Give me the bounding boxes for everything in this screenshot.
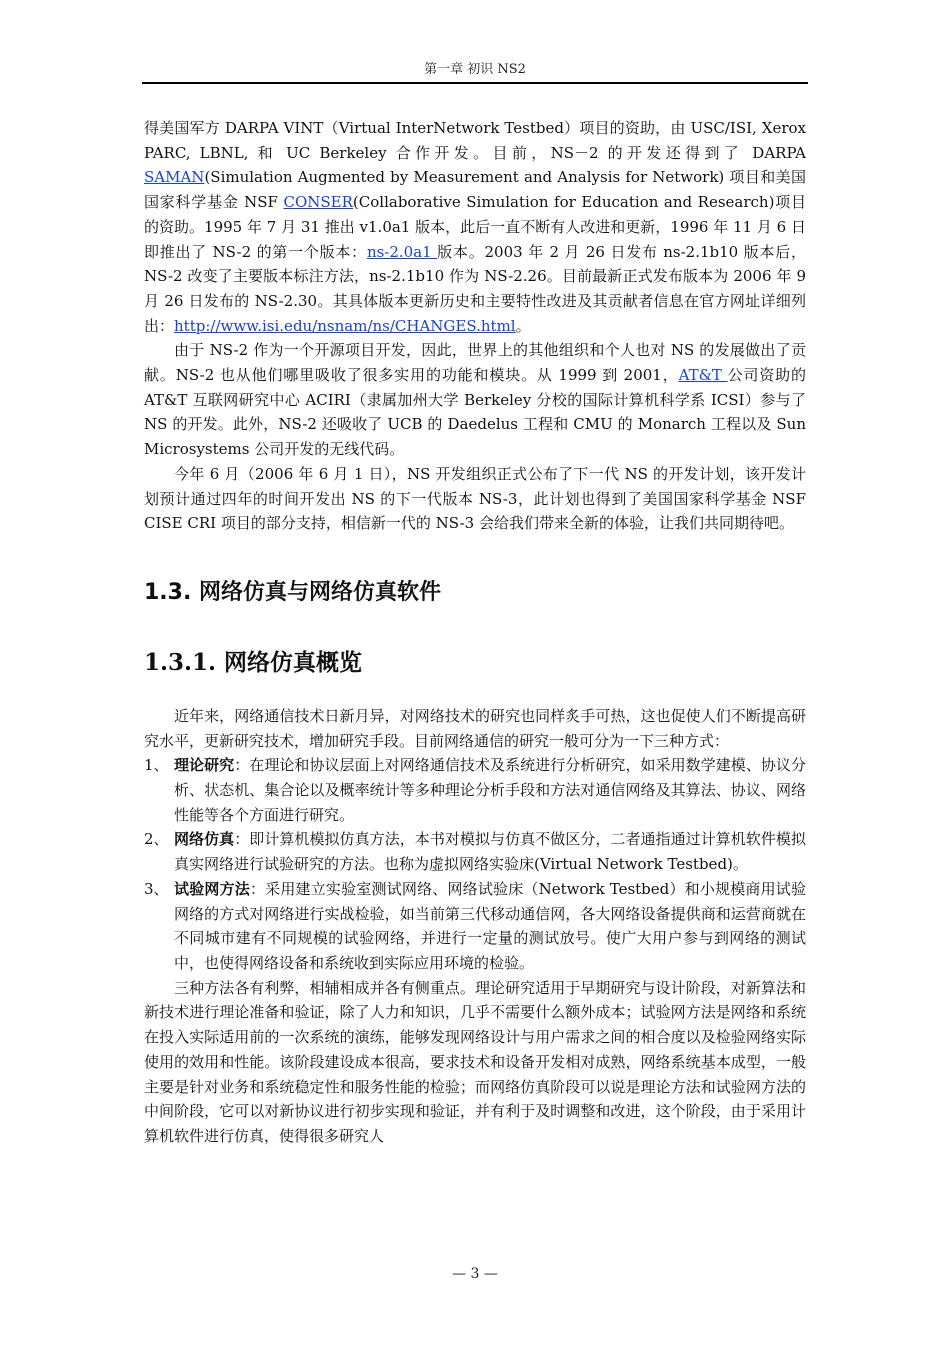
- paragraph-comparison: 三种方法各有利弊，相辅相成并各有侧重点。理论研究适用于早期研究与设计阶段，对新算法和新技术进行理论准备和验证，除了人力和知识，几乎不需要什么额外成本；试验网方法是网络和系统在投入实际适用前的一次系统的演练，能够发现网络设计与用户需求之间的相合度以及检验网络实际使用的效用和性能。该阶段建设成本很高，要求技术和设备开发相对成熟，网络系统基本成型，一般主要是针对业务和系统稳定性和服务性能的检验；而网络仿真阶段可以说是理论方法和试验网方法的中间阶段，它可以对新协议进行初步实现和验证，并有利于及时调整和改进，这个阶段，由于采用计算机软件进行仿真，使得很多研究人: [144, 978, 806, 1145]
- link-changes[interactable]: http://www.isi.edu/nsnam/ns/CHANGES.html: [174, 316, 516, 335]
- section-heading: 1.3. 网络仿真与网络仿真软件: [144, 579, 441, 605]
- text-run: 由于 NS-2 作为一个开源项目开发，因此，世界上的其他组织和个人也对 NS 的发展做出了贡献。NS-2 也从他们哪里吸收了很多实用的功能和模块。从 1999 到 2001，: [144, 341, 806, 385]
- text-run: 公司资助的 AT&T 互联网研究中心 ACIRI（隶属加州大学 Berkeley 分校的国际计算机科学系 ICSI）参与了 NS 的开发。此外，NS-2 还吸收了 UCB 的 Daedelus 工程和 CMU 的 Monarch 工程以及 Sun Microsystems 公司开发的无线代码。: [144, 366, 806, 459]
- paragraph-ns3-plan: 今年 6 月（2006 年 6 月 1 日），NS 开发组织正式公布了下一代 NS 的开发计划，该开发计划预计通过四年的时间开发出 NS 的下一代版本 NS-3，此计划也得到了美国国家科学基金 NSF CISE CRI 项目的部分支持，相信新一代的 NS-3 会给我们带来全新的体验，让我们共同期待吧。: [144, 464, 806, 533]
- text-run: (Collaborative Simulation for Education and Research)项目的资助。1995 年 7 月 31 推出 v1.0a1 版本，此后一直不断有人改进和更新，1996 年 11 月 6 日即推出了 NS-2 的第一个版本：: [144, 193, 806, 261]
- page-number: — 3 —: [452, 1266, 498, 1282]
- list-term: 试验网方法: [174, 879, 250, 898]
- link-saman[interactable]: SAMAN: [144, 168, 205, 187]
- page-header: [142, 58, 808, 84]
- link-att[interactable]: AT&T: [678, 366, 728, 385]
- subsection-heading: 1.3.1. 网络仿真概览: [144, 648, 363, 676]
- list-term: 网络仿真: [174, 830, 235, 849]
- page-content: [144, 116, 806, 1149]
- list-term: 理论研究: [174, 756, 235, 775]
- list-text: 即计算机模拟仿真方法，本书对模拟与仿真不做区分，二者通指通过计算机软件模拟真实网络进行试验研究的方法。也称为虚拟网络实验床(Virtual Network Testbed)。: [174, 830, 806, 874]
- list-separator: ：: [249, 879, 266, 898]
- list-text: 采用建立实验室测试网络、网络试验床（Network Testbed）和小规模商用试验网络的方式对网络进行实战检验，如当前第三代移动通信网，各大网络设备提供商和运营商就在不同城市建有不同规模的试验网络，并进行一定量的测试放号。使广大用户参与到网络的测试中，也使得网络设备和系统收到实际应用环境的检验。: [174, 879, 806, 972]
- header-title: 第一章 初识 NS2: [424, 62, 526, 77]
- list-number: 2、: [144, 830, 169, 849]
- link-conser[interactable]: CONSER: [283, 193, 353, 212]
- list-separator: ：: [234, 756, 250, 775]
- link-ns-2-0a1[interactable]: ns-2.0a1: [366, 242, 438, 261]
- list-item-theory: [144, 753, 806, 827]
- text-run: 版本。2003 年 2 月 26 日发布 ns-2.1b10 版本后，NS-2 改变了主要版本标注方法，ns-2.1b10 作为 NS-2.26。目前最新正式发布版本为 2006 年 9 月 26 日发布的 NS-2.30。其具体版本更新历史和主要特性改进及其贡献者信息在官方网址详细列出：: [144, 242, 806, 335]
- paragraph-history: [144, 116, 806, 338]
- text-run: 。: [515, 316, 531, 335]
- list-number: 3、: [144, 879, 169, 898]
- list-separator: ：: [234, 830, 250, 849]
- list-text: 在理论和协议层面上对网络通信技术及系统进行分析研究，如采用数学建模、协议分析、状态机、集合论以及概率统计等多种理论分析手段和方法对通信网络及其算法、协议、网络性能等各个方面进行研究。: [174, 756, 806, 824]
- text-run: (Simulation Augmented by Measurement and Analysis for Network) 项目和美国国家科学基金 NSF: [144, 168, 806, 212]
- list-number: 1、: [144, 756, 169, 775]
- paragraph-contributions: [144, 338, 806, 462]
- paragraph-intro: 近年来，网络通信技术日新月异，对网络技术的研究也同样炙手可热，这也促使人们不断提高研究水平，更新研究技术，增加研究手段。目前网络通信的研究一般可分为一下三种方式：: [144, 706, 806, 750]
- list-item-testbed: [144, 877, 806, 976]
- list-item-simulation: [144, 827, 806, 876]
- text-run: 得美国军方 DARPA VINT（Virtual InterNetwork Testbed）项目的资助，由 USC/ISI, Xerox PARC, LBNL, 和 UC Berkeley 合作开发。目前，NS－2 的开发还得到了 DARPA: [144, 119, 806, 162]
